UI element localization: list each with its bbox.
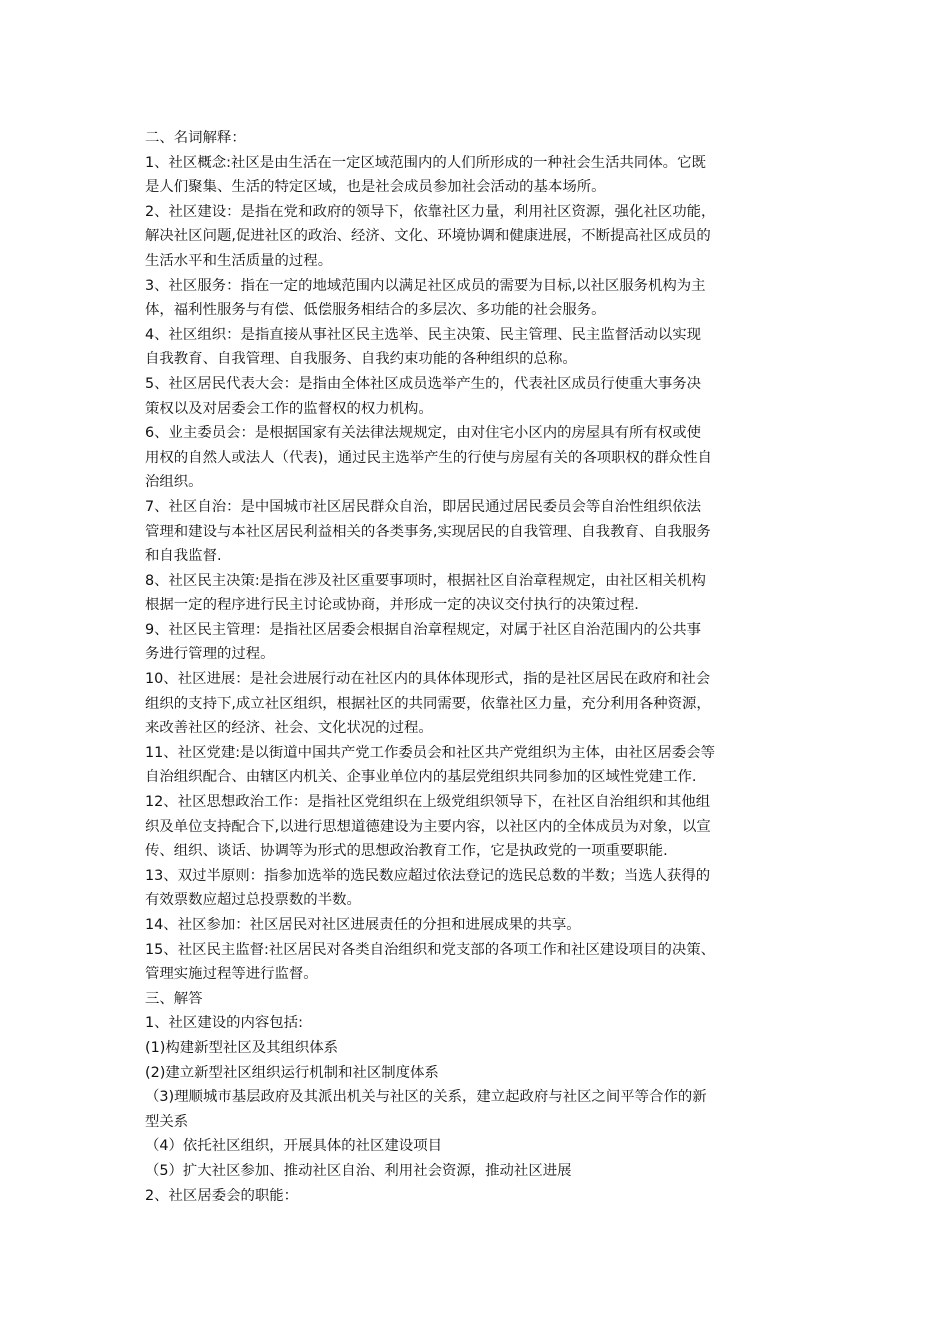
text-line: 1、社区概念:社区是由生活在一定区域范围内的人们所形成的一种社会生活共同体。它既 [145,154,706,171]
text-line: 11、社区党建:是以街道中国共产党工作委员会和社区共产党组织为主体，由社区居委会等 [145,744,716,761]
text-line: 自治组织配合、由辖区内机关、企事业单位内的基层党组织共同参加的区域性党建工作. [145,769,697,786]
text-line: 12、社区思想政治工作：是指社区党组织在上级党组织领导下，在社区自治组织和其他组 [145,794,711,811]
text-line: （3)理顺城市基层政府及其派出机关与社区的关系，建立起政府与社区之间平等合作的新 [145,1089,707,1106]
text-line: 传、组织、谈话、协调等为形式的思想政治教育工作，它是执政党的一项重要职能. [145,843,668,860]
text-line: 生活水平和生活质量的过程。 [145,252,333,269]
text-line: 9、社区民主管理：是指社区居委会根据自治章程规定，对属于社区自治范围内的公共事 [145,621,702,638]
text-line: 组织的支持下,成立社区组织，根据社区的共同需要，依靠社区力量，充分利用各种资源， [145,695,711,712]
text-line: 3、社区服务：指在一定的地域范围内以满足社区成员的需要为目标,以社区服务机构为主 [145,277,706,294]
text-line: 和自我监督. [145,548,222,565]
text-line: 7、社区自治：是中国城市社区居民群众自治，即居民通过居民委员会等自治性组织依法 [145,498,702,515]
text-line: 管理和建设与本社区居民利益相关的各类事务,实现居民的自我管理、自我教育、自我服务 [145,523,711,540]
text-line: 织及单位支持配合下,以进行思想道德建设为主要内容，以社区内的全体成员为对象，以宣 [145,818,711,835]
text-line: 务进行管理的过程。 [145,646,275,663]
section-heading-terms: 二、名词解释： [145,130,246,146]
text-line: 管理实施过程等进行监督。 [145,966,318,983]
text-line: 2、社区居委会的职能： [145,1187,299,1204]
text-line: 13、双过半原则：指参加选举的选民数应超过依法登记的选民总数的半数；当选人获得的 [145,867,711,884]
text-line: 根据一定的程序进行民主讨论或协商，并形成一定的决议交付执行的决策过程. [145,597,639,614]
text-line: 8、社区民主决策:是指在涉及社区重要事项时，根据社区自治章程规定，由社区相关机构 [145,572,706,589]
text-line: 15、社区民主监督:社区居民对各类自治组织和党支部的各项工作和社区建设项目的决策、 [145,941,716,958]
text-line: 自我教育、自我管理、自我服务、自我约束功能的各种组织的总称。 [145,351,577,368]
text-line: 14、社区参加：社区居民对社区进展责任的分担和进展成果的共享。 [145,917,581,933]
document-body [145,126,805,1208]
text-line: （5）扩大社区参加、推动社区自治、利用社会资源，推动社区进展 [145,1162,572,1179]
text-line: 来改善社区的经济、社会、文化状况的过程。 [145,720,433,737]
text-line: 用权的自然人或法人（代表)，通过民主选举产生的行使与房屋有关的各项职权的群众性自 [145,449,712,466]
text-line: 2、社区建设：是指在党和政府的领导下，依靠社区力量，利用社区资源，强化社区功能， [145,203,716,220]
text-line: (1)构建新型社区及其组织体系 [145,1039,339,1056]
text-line: 有效票数应超过总投票数的半数。 [145,892,361,909]
text-line: 6、业主委员会：是根据国家有关法律法规规定，由对住宅小区内的房屋具有所有权或使 [145,425,702,442]
text-line: 4、社区组织：是指直接从事社区民主选举、民主决策、民主管理、民主监督活动以实现 [145,326,702,343]
text-line: 解决社区问题,促进社区的政治、经济、文化、环境协调和健康进展，不断提高社区成员的 [145,228,711,245]
text-line: 是人们聚集、生活的特定区域，也是社会成员参加社会活动的基本场所。 [145,179,606,196]
text-line: 体，福利性服务与有偿、低偿服务相结合的多层次、多功能的社会服务。 [145,302,606,319]
text-line: 1、社区建设的内容包括: [145,1015,303,1032]
text-line: (2)建立新型社区组织运行机制和社区制度体系 [145,1064,439,1081]
text-line: （4）依托社区组织，开展具体的社区建设项目 [145,1138,442,1155]
text-line: 5、社区居民代表大会：是指由全体社区成员选举产生的，代表社区成员行使重大事务决 [145,375,702,392]
text-line: 10、社区进展：是社会进展行动在社区内的具体体现形式，指的是社区居民在政府和社会 [145,671,711,688]
text-line: 治组织。 [145,474,203,491]
text-line: 策权以及对居委会工作的监督权的权力机构。 [145,400,433,417]
text-line: 型关系 [145,1113,189,1130]
section-heading-answers: 三、解答 [145,990,203,1007]
